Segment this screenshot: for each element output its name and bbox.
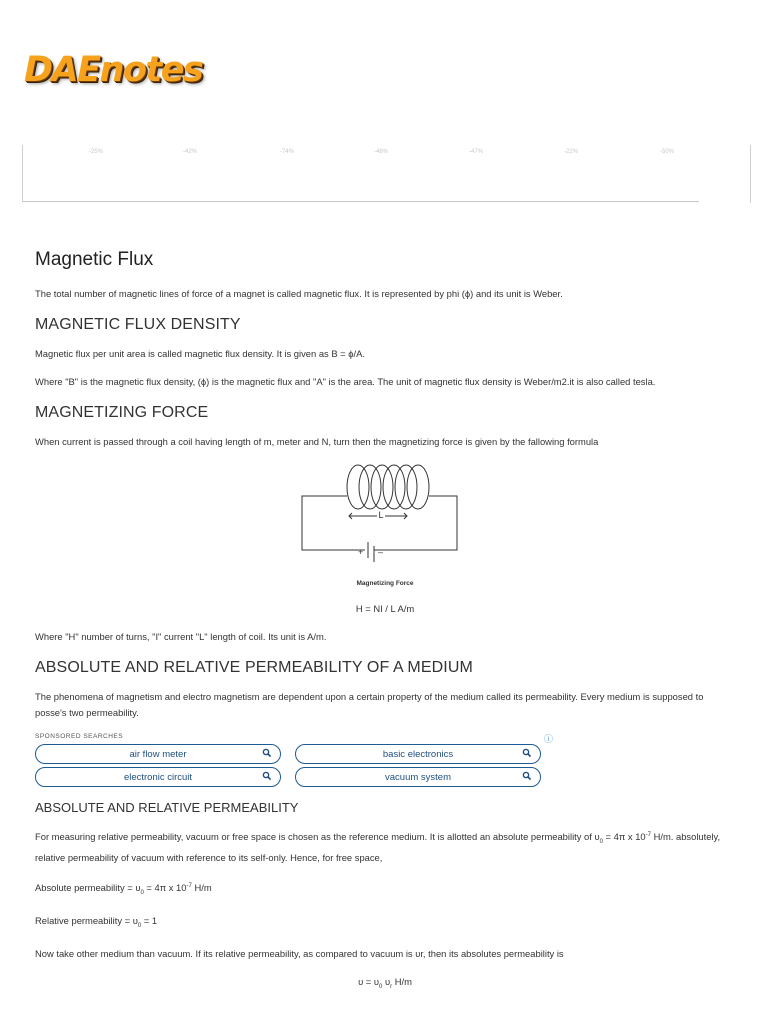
search-pill-label: basic electronics: [382, 748, 454, 760]
search-pill-label: electronic circuit: [123, 771, 193, 783]
coil-loop: [347, 465, 369, 509]
section-heading-permeability: ABSOLUTE AND RELATIVE PERMEABILITY: [35, 800, 299, 815]
search-pill-label: vacuum system: [385, 771, 451, 783]
coil-loop: [395, 465, 417, 509]
paragraph: The phenomena of magnetism and electro magnetism are dependent upon a certain property of the medium called its permeability. Every medium is supposed to posse's two permeability.: [35, 691, 704, 718]
ad-banner[interactable]: [22, 145, 699, 202]
coil-loop: [383, 465, 405, 509]
paragraph: Now take other medium than vacuum. If its relative permeability, as compared to vacuum is υr, then its absolutes permeability is: [35, 947, 564, 959]
ad-discount[interactable]: -42%: [183, 149, 198, 155]
site-logo[interactable]: DAEnotes: [24, 50, 203, 90]
ad-discount[interactable]: -74%: [280, 149, 295, 155]
search-icon: [522, 771, 532, 781]
ad-discount[interactable]: -47%: [469, 149, 484, 155]
paragraph: Where "B" is the magnetic flux density, (ϕ) is the magnetic flux and "A" is the area. The unit of magnetic flux density is Weber/m2.it is also called tesla.: [35, 376, 656, 387]
absolute-permeability-line: Absolute permeability = $\upsilon_0 = 4\pi$ x $10^{-7}$ H/m: [35, 882, 212, 896]
circuit-wire-right: [383, 496, 457, 550]
coil-loop: [359, 465, 381, 509]
intro-paragraph: The total number of magnetic lines of force of a magnet is called magnetic flux. It is represented by phi (ϕ) and its unit is Weber.: [35, 288, 563, 299]
formula: H = NI / L A/m: [355, 603, 415, 614]
sponsored-label: SPONSORED SEARCHES: [35, 733, 124, 740]
search-icon: [262, 771, 272, 781]
plus-sign: +: [358, 547, 364, 557]
coil-loop: [407, 465, 429, 509]
relative-permeability-line: Relative permeability = $\upsilon_0 = 1$: [35, 915, 158, 929]
circuit-wire-left: [302, 496, 365, 550]
section-heading-permeability-medium: ABSOLUTE AND RELATIVE PERMEABILITY OF A MEDIUM: [35, 659, 473, 676]
coil-loop: [371, 465, 393, 509]
paragraph: Where "H" number of turns, "I" current "L" length of coil. Its unit is A/m.: [35, 631, 327, 642]
ad-discount[interactable]: -46%: [374, 149, 389, 155]
ad-discount[interactable]: -50%: [660, 149, 675, 155]
minus-sign: –: [378, 547, 384, 557]
paragraph: When current is passed through a coil having length of m, meter and N, turn then the magnetizing force is given by the fallowing formula: [35, 436, 599, 447]
figure-caption: Magnetizing Force: [356, 580, 414, 587]
coil-circuit-diagram: [301, 462, 461, 580]
section-heading-flux-density: MAGNETIC FLUX DENSITY: [35, 316, 241, 333]
coil-circuit-figure: [301, 462, 461, 580]
info-icon[interactable]: ⓘ: [544, 734, 554, 744]
permeability-formula: $\upsilon = \upsilon_0$ $\upsilon_r$ H/m: [358, 975, 412, 990]
sponsored-search-vacuum-system[interactable]: [295, 767, 541, 787]
page-title: Magnetic Flux: [35, 249, 154, 270]
search-pill-label: air flow meter: [129, 748, 187, 760]
sponsored-search-basic-electronics[interactable]: [295, 744, 541, 764]
paragraph: For measuring relative permeability, vacuum or free space is chosen as the reference medium. It is allotted an absolute permeability of $\upsilon_0 = 4\pi$ x $10^{-7}$ H/m. absolutely, relative permeability of vacuum with reference to its self-only. Hence, for free space,: [35, 831, 721, 863]
length-label: L: [378, 510, 384, 520]
ad-divider: [750, 145, 751, 203]
search-icon: [262, 748, 272, 758]
ad-discount[interactable]: -25%: [89, 149, 104, 155]
paragraph: Magnetic flux per unit area is called magnetic flux density. It is given as B = ϕ/A.: [35, 348, 365, 359]
sponsored-search-electronic-circuit[interactable]: [35, 767, 281, 787]
section-heading-magnetizing-force: MAGNETIZING FORCE: [35, 404, 209, 421]
ad-discount[interactable]: -22%: [564, 149, 579, 155]
sponsored-searches: [35, 733, 735, 787]
sponsored-search-air-flow-meter[interactable]: [35, 744, 281, 764]
article: [35, 248, 735, 1007]
search-icon: [522, 748, 532, 758]
